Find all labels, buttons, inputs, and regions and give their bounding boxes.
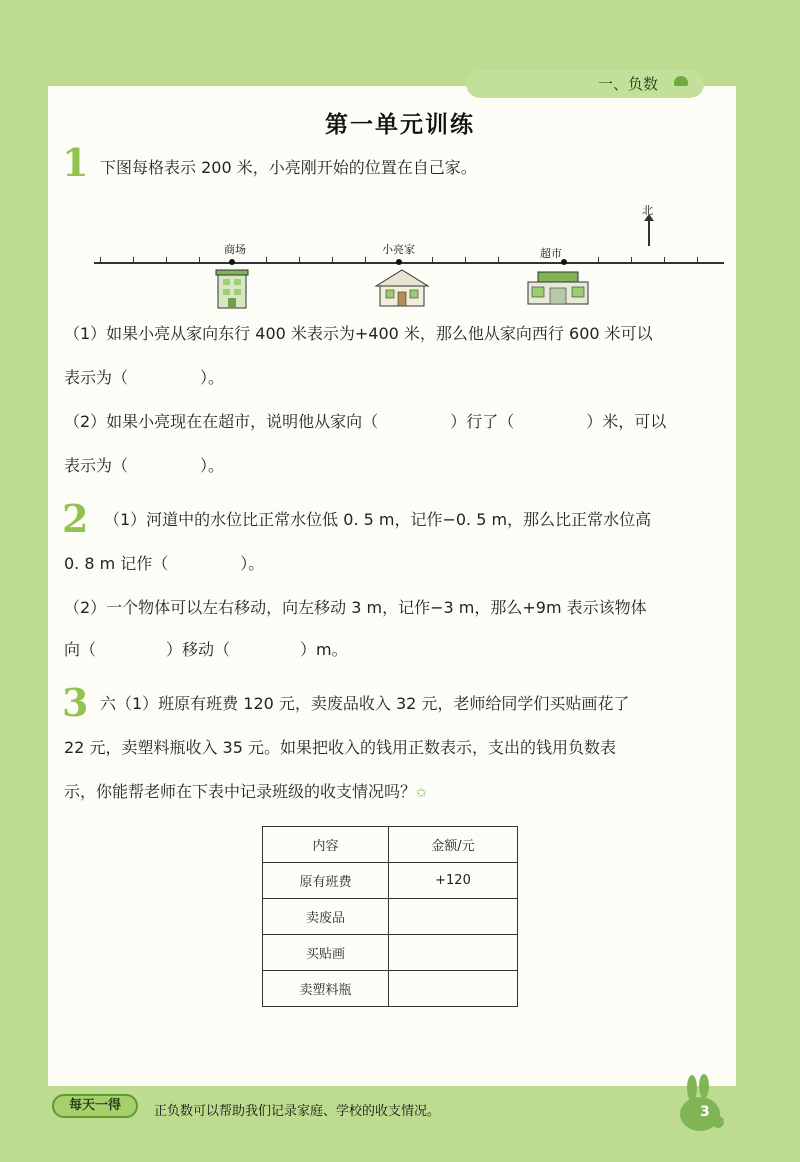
tick xyxy=(465,257,466,263)
q2-part2-suffix: ）m。 xyxy=(300,640,348,659)
tick xyxy=(432,257,433,263)
q1-part2-line2-suffix: ）。 xyxy=(200,456,225,475)
page-title: 第一单元训练 xyxy=(325,112,475,138)
section-header xyxy=(466,70,704,98)
tick xyxy=(100,257,101,263)
label-mall: 商场 xyxy=(224,243,246,256)
table-row xyxy=(263,899,518,935)
tick xyxy=(598,257,599,263)
q1-part2-middle: ）行了（ xyxy=(450,412,515,431)
tick xyxy=(299,257,300,263)
tick xyxy=(498,257,499,263)
q1-part2-suffix: ）米，可以 xyxy=(586,412,667,431)
q2-part1-line1: （1）河道中的水位比正常水位低 0. 5 m，记作−0. 5 m，那么比正常水位高 xyxy=(104,510,652,529)
q3-line3-text: 示，你能帮老师在下表中记录班级的收支情况吗？ xyxy=(64,782,417,801)
table-header-row xyxy=(263,827,518,863)
tick xyxy=(697,257,698,263)
tick xyxy=(133,257,134,263)
q1-part1-line2 xyxy=(64,370,224,386)
q3-line1: 六（1）班原有班费 120 元，卖废品收入 32 元，老师给同学们买贴画花了 xyxy=(100,694,630,713)
q3-line2: 22 元，卖塑料瓶收入 35 元。如果把收入的钱用正数表示，支出的钱用负数表 xyxy=(64,738,616,757)
q2-part2-prefix: 向（ xyxy=(64,640,97,659)
question-number-2: 2 xyxy=(62,496,89,541)
income-expense-table xyxy=(262,826,518,1007)
house-icon xyxy=(372,268,432,308)
q2-part1-line2 xyxy=(64,556,264,572)
table-header-cell: 金额/元 xyxy=(389,827,518,863)
tick xyxy=(631,257,632,263)
table-row xyxy=(263,863,518,899)
q2-part1-prefix: 0. 8 m 记作（ xyxy=(64,554,169,573)
label-market: 超市 xyxy=(540,247,562,260)
table-cell-item: 原有班费 xyxy=(263,863,389,899)
tick xyxy=(664,257,665,263)
q2-part2-line2 xyxy=(64,642,348,658)
q2-part2-middle: ）移动（ xyxy=(166,640,231,659)
table-cell-amount[interactable] xyxy=(389,971,518,1007)
daily-tip-text: 正负数可以帮助我们记录家庭、学校的收支情况。 xyxy=(154,1104,441,1119)
north-arrow-icon xyxy=(648,218,650,246)
supermarket-building-icon xyxy=(526,270,590,306)
table-cell-item: 卖塑料瓶 xyxy=(263,971,389,1007)
table-cell-item: 卖废品 xyxy=(263,899,389,935)
q1-part2-prefix: （2）如果小亮现在在超市，说明他从家向（ xyxy=(64,412,379,431)
tick xyxy=(166,257,167,263)
question-number-3: 3 xyxy=(62,680,89,725)
table-header-cell: 内容 xyxy=(263,827,389,863)
table-cell-item: 买贴画 xyxy=(263,935,389,971)
section-label: 一、负数 xyxy=(597,75,658,93)
question-number-1: 1 xyxy=(62,140,89,185)
mall-point xyxy=(229,259,235,265)
home-point xyxy=(396,259,402,265)
number-line xyxy=(94,262,724,264)
daily-tip-badge: 每天一得 xyxy=(52,1094,138,1118)
tick xyxy=(332,257,333,263)
table-cell-amount[interactable] xyxy=(389,899,518,935)
tick xyxy=(199,257,200,263)
tick xyxy=(365,257,366,263)
q1-part2-line1 xyxy=(64,414,666,430)
q1-part1-prefix: 表示为（ xyxy=(64,368,129,387)
tick xyxy=(266,257,267,263)
leaf-icon xyxy=(674,76,688,86)
q1-part2-line2 xyxy=(64,458,224,474)
table-cell-amount[interactable]: +120 xyxy=(389,863,518,899)
star-icon: ✩ xyxy=(416,786,427,801)
table-cell-amount[interactable] xyxy=(389,935,518,971)
q2-part1-suffix: ）。 xyxy=(240,554,265,573)
q1-intro: 下图每格表示 200 米，小亮刚开始的位置在自己家。 xyxy=(100,158,477,177)
q3-line3 xyxy=(64,784,427,800)
label-north: 北 xyxy=(642,204,653,217)
rabbit-icon xyxy=(676,1074,726,1132)
table-row xyxy=(263,935,518,971)
q1-part1-suffix: ）。 xyxy=(200,368,225,387)
mall-building-icon xyxy=(214,268,250,310)
label-home: 小亮家 xyxy=(382,243,415,256)
q1-part2-line2-prefix: 表示为（ xyxy=(64,456,129,475)
page-number: 3 xyxy=(700,1104,710,1120)
q1-part1-line1: （1）如果小亮从家向东行 400 米表示为+400 米，那么他从家向西行 600 米可以 xyxy=(64,324,653,343)
table-row xyxy=(263,971,518,1007)
q2-part2-line1: （2）一个物体可以左右移动，向左移动 3 m，记作−3 m，那么+9m 表示该物体 xyxy=(64,598,647,617)
